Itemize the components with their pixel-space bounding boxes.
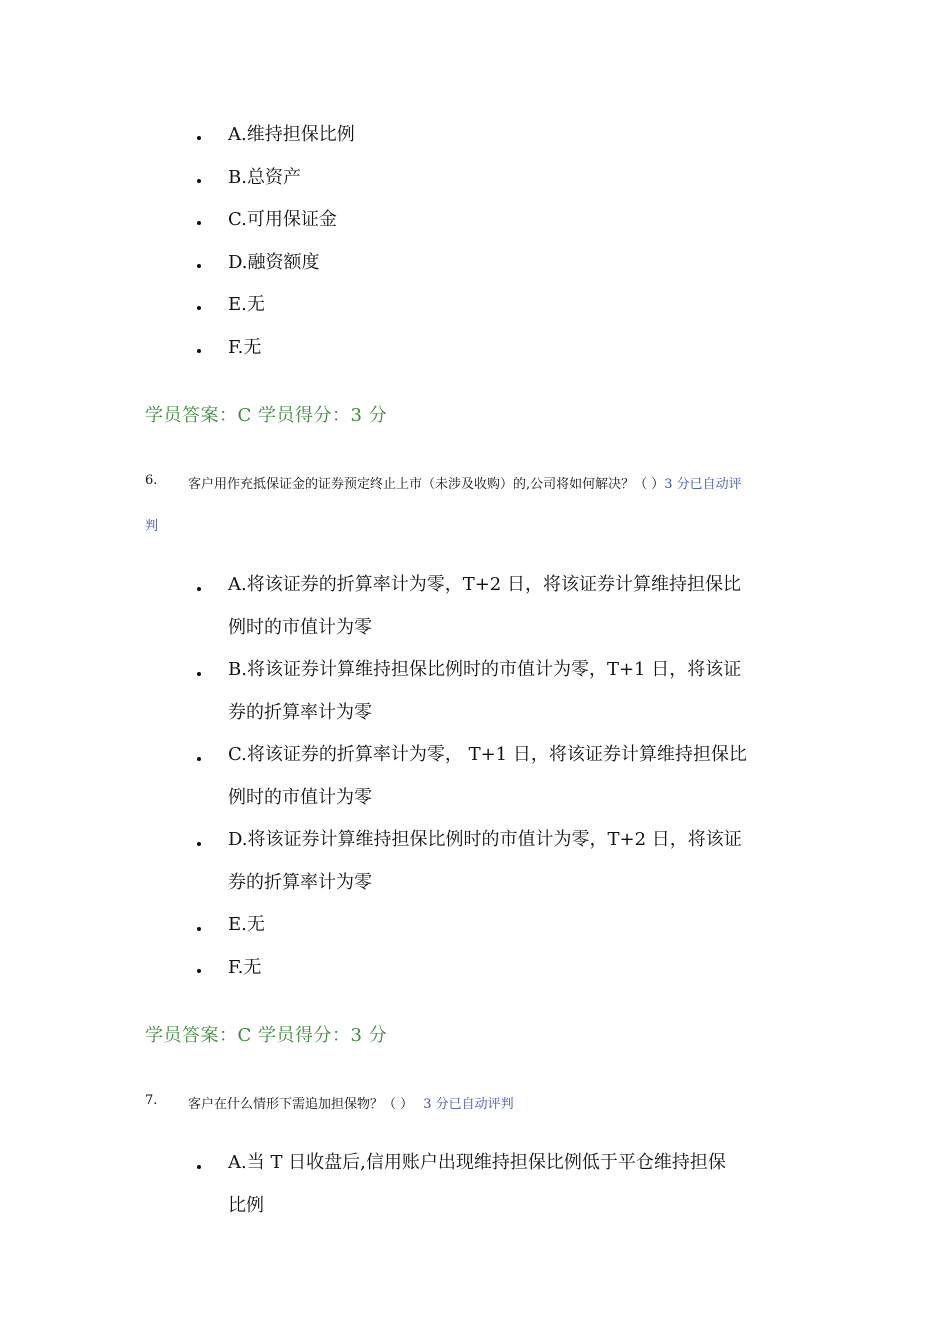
q6-student-answer: 学员答案：C 学员得分：3 分 xyxy=(145,1025,388,1046)
q6-question-body: 客户用作充抵保证金的证券预定终止上市（未涉及收购）的,公司将如何解决？（ ） xyxy=(188,477,665,492)
q5-option-a[interactable]: A.维持担保比例 xyxy=(228,124,355,145)
bullet xyxy=(197,927,201,931)
bullet xyxy=(197,842,201,846)
q6-score-status-wrap: 判 xyxy=(145,519,159,534)
bullet xyxy=(197,221,201,225)
q5-option-f[interactable]: F.无 xyxy=(228,337,262,358)
q7-score-status: 3 分已自动评判 xyxy=(423,1097,514,1112)
q6-option-d[interactable] xyxy=(228,818,742,904)
q6-option-d-line2: 券的折算率计为零 xyxy=(228,872,372,893)
bullet xyxy=(197,264,201,268)
q6-score-status: 3 分已自动评 xyxy=(664,477,742,492)
q6-option-f[interactable]: F.无 xyxy=(228,957,262,978)
q6-number: 6. xyxy=(145,473,158,488)
q6-option-a-line2: 例时的市值计为零 xyxy=(228,617,372,638)
bullet xyxy=(197,179,201,183)
q6-option-d-line1: D.将该证券计算维持担保比例时的市值计为零，T+2 日，将该证 xyxy=(228,829,742,850)
q5-option-e[interactable]: E.无 xyxy=(228,294,265,315)
bullet xyxy=(197,306,201,310)
q6-option-b-line1: B.将该证券计算维持担保比例时的市值计为零，T+1 日，将该证 xyxy=(228,659,742,680)
q6-option-a-line1: A.将该证券的折算率计为零，T+2 日，将该证券计算维持担保比 xyxy=(228,574,741,595)
q7-question-body: 客户在什么情形下需追加担保物？（ ） xyxy=(188,1097,414,1112)
bullet xyxy=(197,136,201,140)
q6-option-b-line2: 券的折算率计为零 xyxy=(228,702,372,723)
q5-student-answer: 学员答案：C 学员得分：3 分 xyxy=(145,405,388,426)
q7-number: 7. xyxy=(145,1093,158,1108)
q7-option-a-line1: A.当 T 日收盘后,信用账户出现维持担保比例低于平仓维持担保 xyxy=(228,1152,726,1173)
q5-option-c[interactable]: C.可用保证金 xyxy=(228,209,337,230)
q6-option-c[interactable] xyxy=(228,733,747,819)
q5-option-b[interactable]: B.总资产 xyxy=(228,167,301,188)
bullet xyxy=(197,349,201,353)
q7-question-text xyxy=(188,1093,514,1112)
q6-option-e[interactable]: E.无 xyxy=(228,914,265,935)
q7-option-a-line2: 比例 xyxy=(228,1195,264,1216)
bullet xyxy=(197,672,201,676)
q6-option-a[interactable] xyxy=(228,563,741,649)
bullet xyxy=(197,587,201,591)
bullet xyxy=(197,757,201,761)
bullet xyxy=(197,969,201,973)
q6-option-c-line2: 例时的市值计为零 xyxy=(228,787,372,808)
q6-option-b[interactable] xyxy=(228,648,741,734)
q7-option-a[interactable] xyxy=(228,1141,726,1227)
q6-option-c-line1: C.将该证券的折算率计为零， T+1 日，将该证券计算维持担保比 xyxy=(228,744,747,765)
q6-question-text xyxy=(188,473,742,492)
q5-option-d[interactable]: D.融资额度 xyxy=(228,252,320,273)
bullet xyxy=(197,1165,201,1169)
